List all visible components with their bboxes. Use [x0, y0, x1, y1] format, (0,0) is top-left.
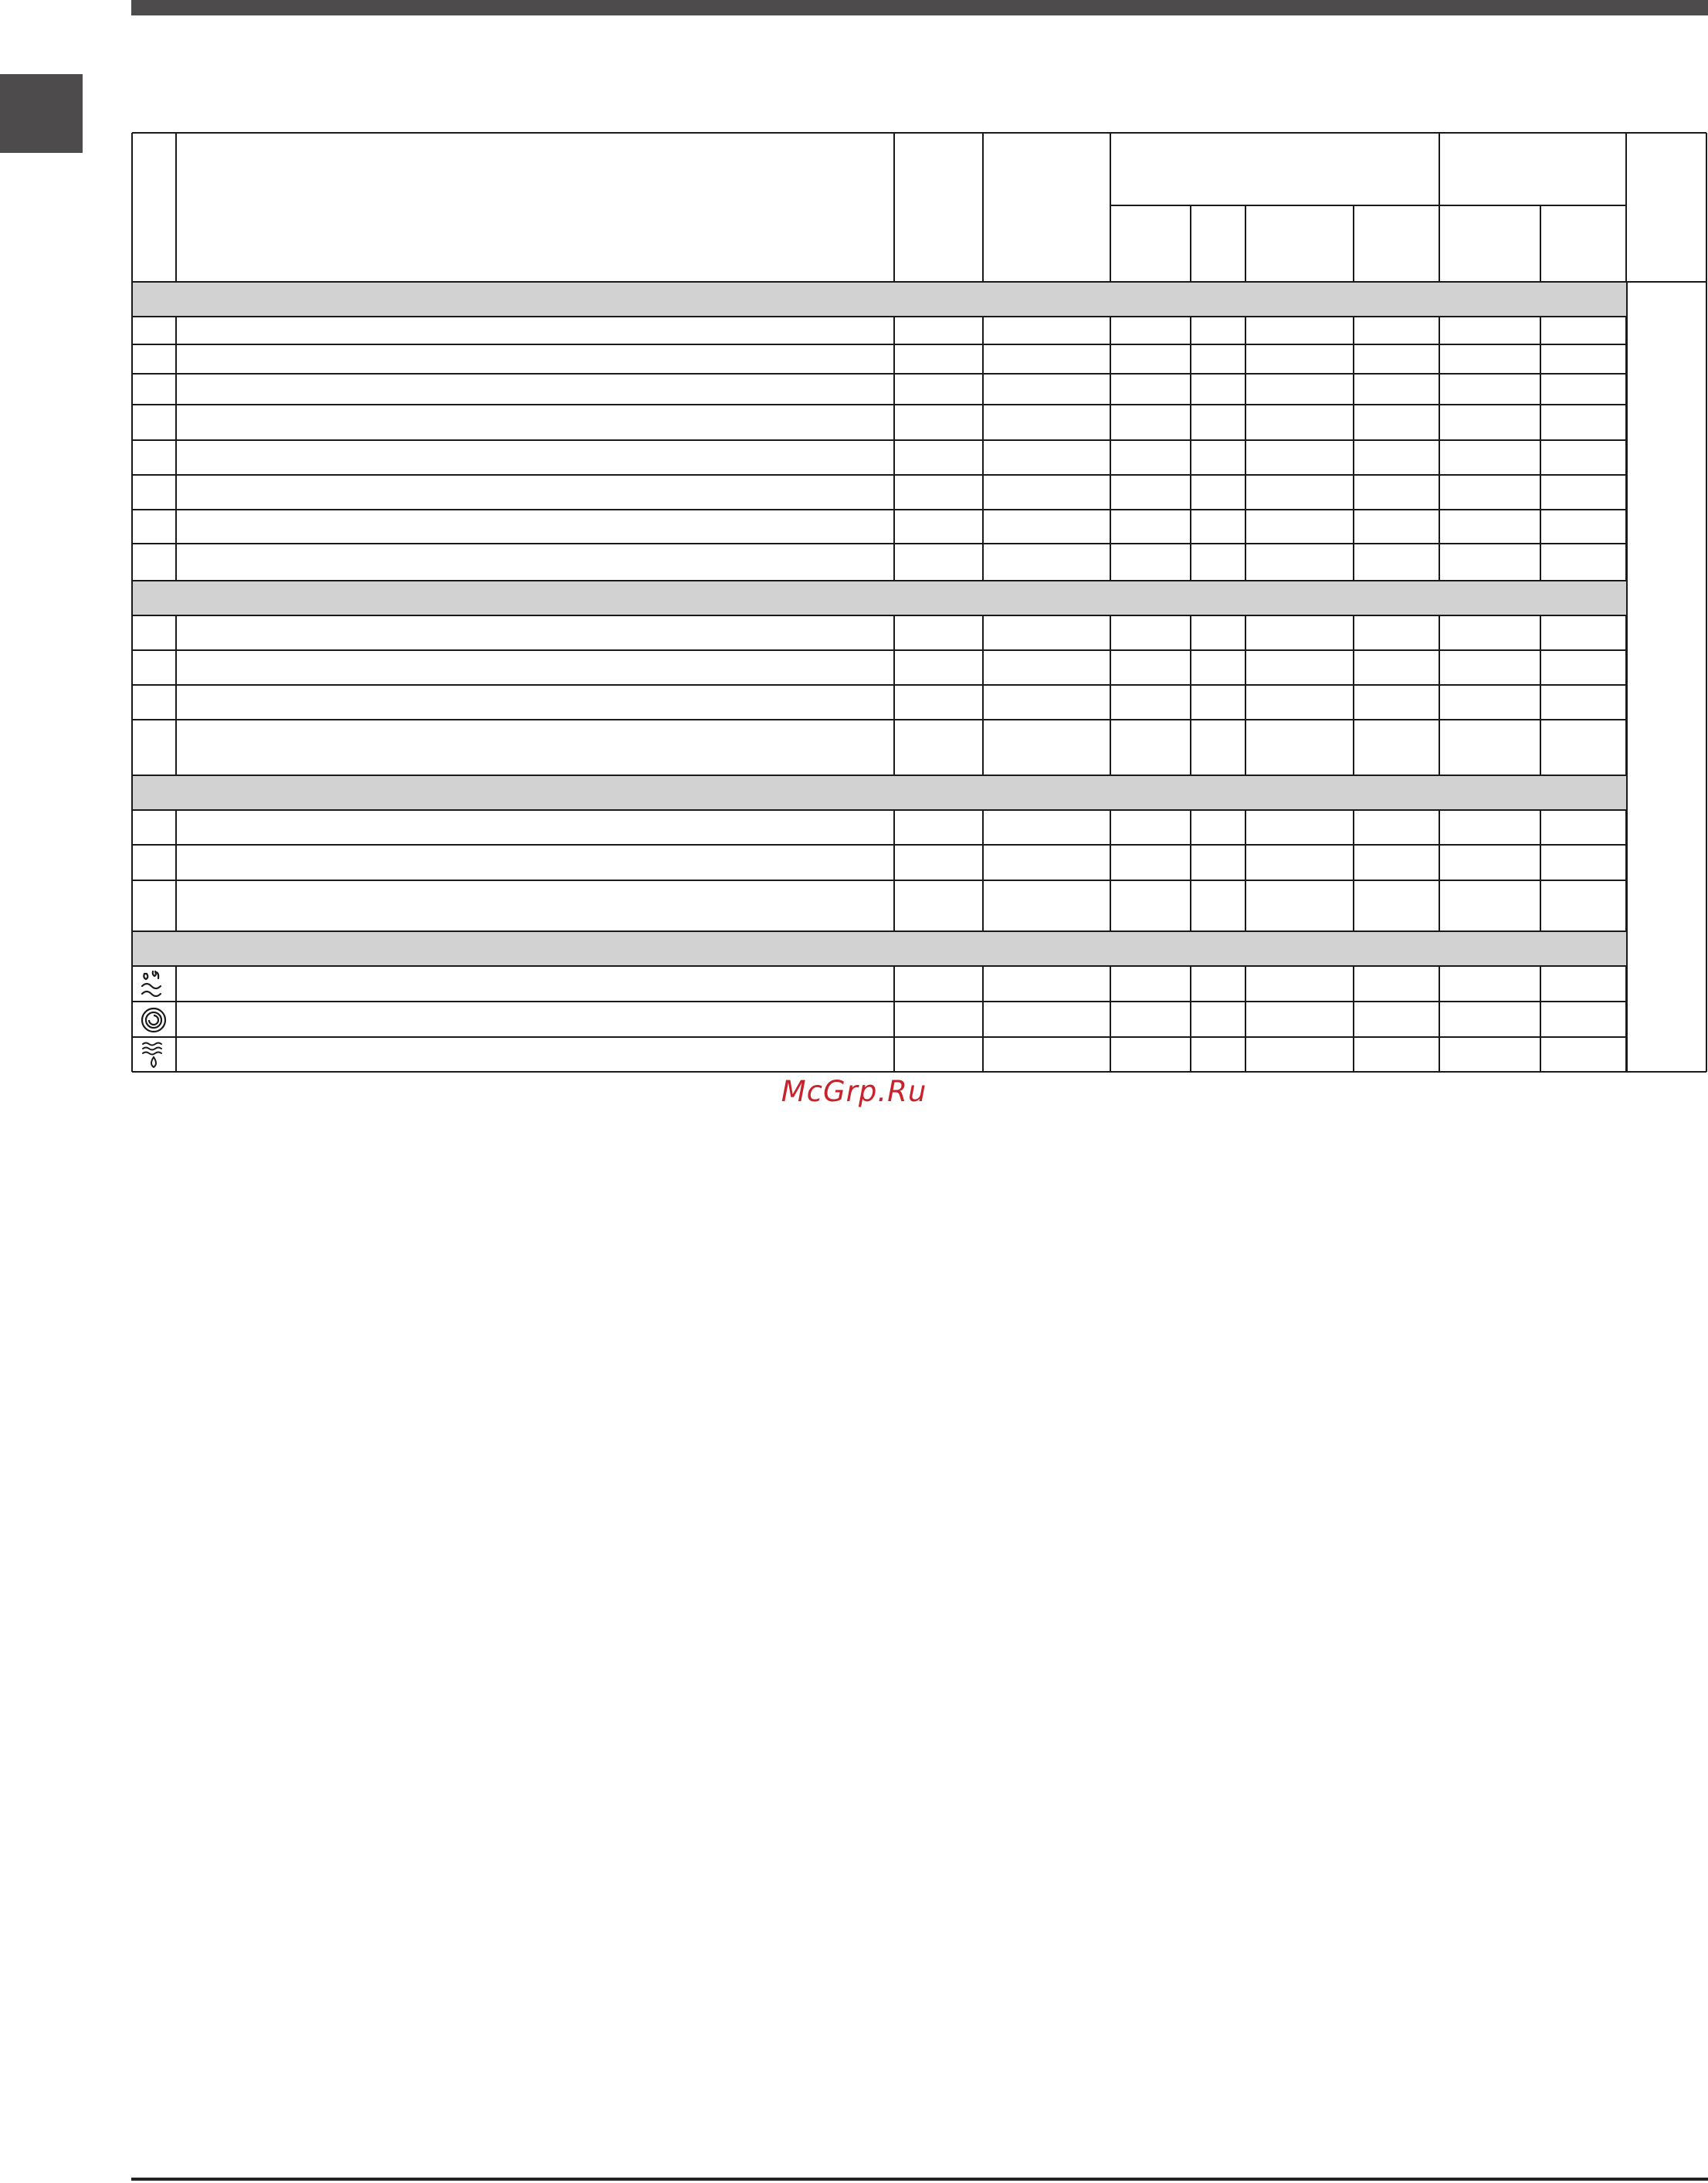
bottom-rule [131, 2178, 1708, 2181]
section-header-band [132, 931, 1627, 966]
pre-wash-icon [133, 967, 175, 1002]
section-header-band [132, 775, 1627, 810]
watermark-text: McGrp.Ru [781, 1075, 927, 1108]
programme-table [0, 0, 1708, 1081]
spin-icon [133, 1002, 175, 1037]
drain-icon [133, 1038, 175, 1073]
section-header-band [132, 282, 1627, 317]
section-header-band [132, 581, 1627, 615]
